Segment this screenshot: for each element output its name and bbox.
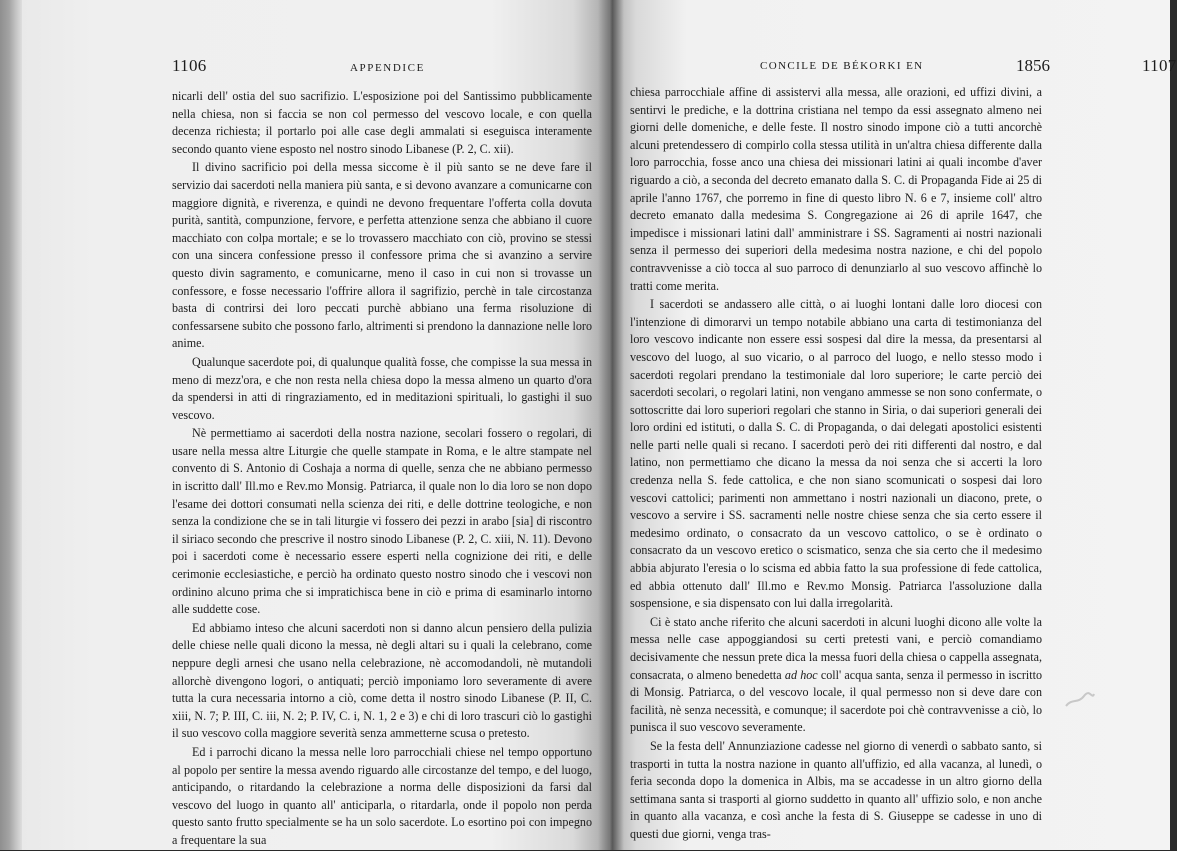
paragraph: chiesa parrocchiale affine di assistervi alla messa, alle orazioni, ed uffizi divini, a sentirvi le prediche, e la dottrina cristiana nel tempo da essi assegnato almeno nei giorni delle domeniche, e delle feste. Il nostro sinodo impone ciò a tutti ancorchè alcuni pretendessero di compirlo colla stessa utilità in un'altra chiesa differente dalla loro parrocchia, fosse anco una chiesa dei missionari latini ai quali incombe d'aver riguardo a ciò, a seconda del decreto emanato dalla S. C. di Propaganda Fide ai 25 di aprile l'anno 1767, che porremo in fine di questo libro N. 6 e 7, insieme coll' altro decreto emanato dalla medesima S. Congregazione ai 26 di aprile 1647, che impedisce i missionari latini dall' amministrare i SS. Sagramenti ai nostri nazionali senza il permesso dei superiori della medesima nostra nazione, e chi del popolo contravvenisse a ciò tocca al suo parroco di denunziarlo al suo vescovo affinchè lo tratti come merita. <box>630 85 1042 293</box>
right-page <box>608 0 1177 850</box>
pencil-margin-mark <box>1062 690 1096 712</box>
paragraph: Se la festa dell' Annunziazione cadesse nel giorno di venerdì o sabbato santo, si trasporti in tutta la nostra nazione in quanto all'uffizio, ed alla vacanza, al lunedì, o feria seconda dopo la domenica in Albis, ma se accadesse in un altro giorno della settimana santa si trasporti al giorno suddetto in quanto all' uffizio solo, e non anche in quanto alla vacanza, e così anche la festa di S. Giuseppe se cadesse in uno di questi due giorni, venga tras- <box>630 738 1042 841</box>
paragraph: nicarli dell' ostia del suo sacrifizio. L'esposizione poi del Santissimo pubblicamente nella chiesa, non si faccia se non col permesso del vescovo locale, e con quella decenza richiesta; il portarlo poi alle case degli ammalati si eseguisca interamente secondo quanto viene esposto nel nostro sinodo Libanese (P. 2, C. xii). <box>172 89 592 156</box>
paragraph-text: coll' acqua santa, senza il permesso in iscritto di Monsig. Patriarca, o del vescovo locale, il qual permesso non si deve dare con facilità, nè senza necessità, e comunque; il sacerdote poi chè contravvenisse a ciò, lo punisca il suo vescovo severamente. <box>630 667 1042 735</box>
left-page-text <box>172 88 592 851</box>
paragraph: Ed abbiamo inteso che alcuni sacerdoti non si danno alcun pensiero della pulizia delle chiese nelle quali dicono la messa, nè degli altari su i quali la celebrano, come neppure degli arnesi che usano nella celebrazione, nè accomodandoli, nè mutandoli allorchè divengono logori, o antiquati; perciò imponiamo loro severamente di avere tutta la cura necessaria intorno a ciò, come detta il nostro sinodo Libanese (P. II, C. xiii, N. 7; P. III, C. iii, N. 2; P. IV, C. i, N. 1, 2 e 3) e chi di loro trascuri ciò lo gastighi il suo vescovo colla maggiore severità senza ammetterne scusa o pretesto. <box>172 620 592 741</box>
paragraph: I sacerdoti se andassero alle città, o ai luoghi lontani dalle loro diocesi con l'intenzione di dimorarvi un tempo notabile abbiano una carta di testimonianza del loro vescovo indicante non essere essi sospesi dal dire la messa, da presentarsi al vescovo del luogo, al suo vicario, o al parroco del luogo, e nello stesso modo i sacerdoti regolari prendano la testimoniale dal loro superiore; le carte perciò dei sacerdoti secolari, o regolari latini, non vengano ammesse se non sono confermate, o sottoscritte dai loro superiori regolari che stanno in Siria, o dai superiori generali dei loro ordini ed istituti, o dalla S. C. di Propaganda, o dai delegati apostolici esistenti nelle parti nelle quali si recano. I sacerdoti però dei riti differenti dal nostro, e dal latino, non permettiamo che dicano la messa da noi senza che si accerti la loro credenza nella S. fede cattolica, e che non siano scomunicati o sospesi dai loro vescovi cattolici; parimenti non ammettano i nostri nazionali un diacono, prete, o vescovo a servire i SS. sacramenti nelle nostre chiese senza che sia certo essere il medesimo ordinato, o consacrato da un vescovo cattolico, o se è ordinato o consacrato da un vescovo eretico o scismatico, senza che sia certo che il medesimo abbia abjurato l'eresia o lo scisma ed abbia fatto la sua professione di fede cattolica, ed abbia ottenuto dall' Ill.mo e Rev.mo Monsig. Patriarca l'assoluzione dalla sospensione, e sia dispensato con lui dalla irregolarità. <box>630 297 1042 611</box>
left-page <box>22 0 608 850</box>
paragraph: Il divino sacrificio poi della messa siccome è il più santo se ne deve fare il servizio dai sacerdoti nella maniera più santa, e si devono avanzare a comunicarne con maggiore dignità, e riverenza, e quindi ne devono frequentare l'offerta colla dovuta purità, santità, compunzione, fervore, e perfetta attenzione senza che abbiano il cuore macchiato con colpa mortale; e se lo trovassero macchiato con ciò, provino se stessi con una sincera confessione presso il confessore prima che si avanzino a servire questo divin sagramento, e comunicarne, meno il caso in cui non si trovasse un confessore, e fosse necessario l'offrire allora il sagrifizio, perchè in tale circostanza basta di contrirsi dei loro peccati purchè abbiano una ferma risoluzione di confessarsene subito che possono farlo, altrimenti si prendono la dannazione nelle loro anime. <box>172 160 592 351</box>
italic-phrase: ad hoc <box>784 667 818 682</box>
right-page-text <box>630 84 1042 845</box>
paragraph: Qualunque sacerdote poi, di qualunque qualità fosse, che compisse la sua messa in meno di mezz'ora, e che non resta nella chiesa dopo la messa almeno un quarto d'ora da spendersi in atti di ringraziamento, ed in meditazioni spirituali, lo gastighi il suo vescovo. <box>172 354 592 422</box>
running-title: APPENDICE <box>350 62 425 74</box>
paragraph-text: Ci è stato anche riferito che alcuni sacerdoti in alcuni luoghi dicono alle volte la messa nelle case appoggiandosi su certi pretesti vani, e perciò comandiamo decisivamente che nessun prete dica la messa fuori della chiesa o cappella assegnata, consacrata, o almeno benedetta <box>630 614 1042 682</box>
paragraph: Ed i parrochi dicano la messa nelle loro parrocchiali chiese nel tempo opportuno al popolo per sentire la messa avendo riguardo alle circostanze del tempo, e del luogo, anticipando, o ritardando la celebrazione a norma delle disposizioni da farsi dal vescovo del luogo in quanto all' anticiparla, o ritardarla, onde il popolo non perda questo santo frutto specialmente se ha un solo sacerdote. Lo esortino poi con impegno a frequentare la sua <box>172 744 592 847</box>
running-title: CONCILE DE BÉKORKI EN <box>760 60 924 72</box>
page-number: 1107 <box>1142 56 1177 75</box>
scanner-edge <box>0 0 22 850</box>
page-number: 1106 <box>172 56 207 75</box>
paragraph <box>630 614 1042 737</box>
paragraph: Nè permettiamo ai sacerdoti della nostra nazione, secolari fossero o regolari, di usare nella messa altre Liturgie che quelle stampate in Roma, e le altre stampate nel convento di S. Antonio di Coshaja a norma di quelle, senza che ne abbiano permesso in iscritto dall' Ill.mo e Rev.mo Monsig. Patriarca, il quale non lo dia loro se non dopo l'esame dei dottori consumati nella scienza dei riti, e delle dottrine teologiche, e non senza la condizione che se in tali liturgie vi fossero dei pezzi in arabo [sia] di riscontro il siriaco secondo che prescrive il nostro sinodo Libanese (P. 2, C. xiii, N. 11). Devono poi i sacerdoti come è necessario essere esperti nella cognizione dei riti, e delle cerimonie ecclesiastiche, e perciò ha ordinato questo nostro sinodo che i vescovi non ordinino alcuno prima che si impratichisca bene in ciò e prima di esaminarlo intorno alle suddette cose. <box>172 426 592 617</box>
running-year: 1856 <box>1016 56 1050 75</box>
